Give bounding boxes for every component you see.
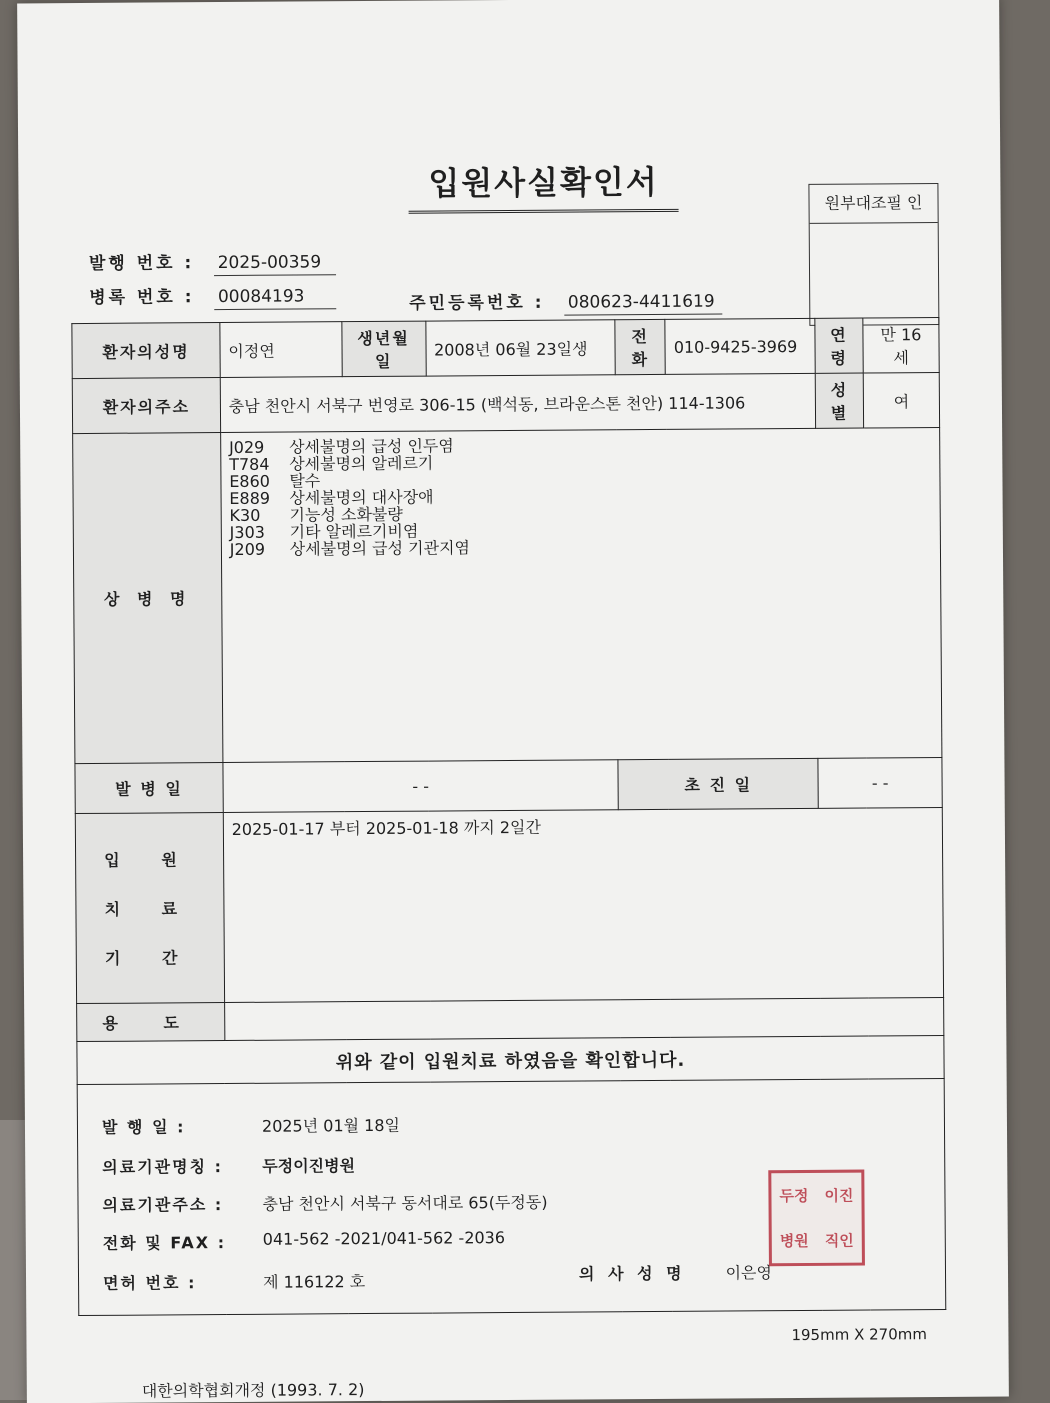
hospital-seal-stamp (768, 1170, 865, 1267)
admission-label-part: 치 료 (104, 899, 196, 919)
diagnosis-code: T784 (229, 454, 270, 474)
seal-char: 직인 (824, 1231, 854, 1250)
onset-value: - - (223, 760, 619, 813)
diagnosis-name: 상세불명의 대사장애 (289, 487, 434, 508)
revision-note: 대한의학협회개정 (1993. 7. 2) (141, 1380, 365, 1401)
diagnosis-list (229, 432, 932, 558)
admission-label-part: 입 원 (104, 850, 195, 870)
diagnosis-name: 기능성 소화불량 (289, 504, 403, 525)
record-number (89, 281, 336, 311)
first-visit-label: 초 진 일 (618, 758, 818, 809)
issue-number (89, 247, 336, 277)
diagnosis-code: J029 (228, 437, 265, 457)
record-number-label: 병록 번호 : (89, 287, 195, 308)
admission-period-label (75, 813, 224, 1004)
confirmation-statement: 위와 같이 입원치료 하였음을 확인합니다. (77, 1036, 944, 1085)
admission-period-value: 2025-01-17 부터 2025-01-18 까지 2일간 (223, 808, 943, 1003)
diagnosis-code: E889 (229, 488, 271, 508)
issue-number-label: 발행 번호 : (88, 253, 195, 274)
address-value: 충남 천안시 서북구 번영로 306-15 (백석동, 브라운스톤 천안) 114-1306 (220, 373, 816, 432)
patient-name: 이정연 (220, 322, 342, 378)
admission-label-part: 기 간 (104, 948, 196, 968)
issue-date-label: 발 행 일 : (101, 1117, 186, 1137)
document-title: 입원사실확인서 (408, 157, 679, 214)
license-label: 면허 번호 : (102, 1273, 197, 1293)
paper-size-note: 195mm X 270mm (791, 1325, 928, 1345)
diagnosis-name: 상세불명의 급성 기관지염 (289, 538, 471, 559)
age-label: 연령 (815, 318, 863, 373)
issue-number-value: 2025-00359 (214, 252, 336, 276)
admission-period-label-chars (84, 847, 216, 969)
purpose-label: 용 도 (77, 1003, 225, 1042)
issuer-section (77, 1078, 946, 1315)
dob-value: 2008년 06월 23일생 (425, 320, 615, 376)
issue-date-value: 2025년 01월 18일 (261, 1115, 401, 1136)
phone-label: 전화 (615, 319, 665, 374)
license-value: 제 116122 호 (262, 1272, 366, 1292)
sex-label: 성별 (815, 373, 863, 428)
org-name-label: 의료기관명칭 : (102, 1157, 224, 1177)
tel-fax-row (103, 1228, 505, 1254)
seal-char: 두정 (779, 1186, 809, 1206)
org-name-value: 두정이진병원 (262, 1156, 356, 1176)
diagnosis-item (230, 536, 932, 558)
diagnosis-name: 상세불명의 급성 인두염 (288, 436, 454, 457)
certificate-paper (17, 0, 1009, 1403)
org-address-value: 충남 천안시 서북구 동서대로 65(두정동) (262, 1192, 548, 1214)
age-value: 만 16 세 (863, 318, 939, 374)
diagnosis-code: E860 (229, 471, 271, 491)
dob-label: 생년월일 (341, 321, 425, 377)
issue-date-row (102, 1113, 400, 1138)
seal-char: 이진 (824, 1186, 854, 1205)
rrn-value: 080623-4411619 (564, 292, 723, 316)
rrn-label: 주민등록번호 : (409, 292, 545, 314)
org-address-label: 의료기관주소 : (102, 1195, 224, 1215)
doctor-name: 이은영 (725, 1263, 772, 1283)
approval-stamp-box (808, 183, 939, 326)
org-name-row (102, 1153, 355, 1178)
onset-label: 발 병 일 (75, 763, 223, 814)
diagnosis-code: J209 (229, 539, 266, 559)
tel-fax-label: 전화 및 FAX : (102, 1233, 227, 1253)
diagnosis-code: J303 (229, 522, 265, 542)
diagnosis-cell (220, 428, 941, 763)
diagnosis-code: K30 (229, 505, 261, 525)
address-label: 환자의주소 (72, 378, 220, 434)
license-row (103, 1269, 365, 1294)
doctor-row (579, 1260, 772, 1284)
diagnosis-name: 탈수 (289, 471, 321, 491)
resident-registration-number (409, 287, 723, 317)
diagnosis-name: 기타 알레르기비염 (289, 521, 419, 542)
approval-stamp-label: 원부대조필 인 (809, 184, 937, 224)
purpose-value (224, 998, 943, 1041)
first-visit-value: - - (818, 758, 942, 809)
tel-fax-value: 041-562 -2021/041-562 -2036 (262, 1228, 506, 1249)
diagnosis-label: 상 병 명 (73, 433, 223, 764)
phone-value: 010-9425-3969 (665, 318, 815, 374)
sex-value: 여 (863, 373, 939, 429)
org-address-row (102, 1190, 547, 1216)
diagnosis-name: 상세불명의 알레르기 (289, 453, 434, 474)
patient-name-label: 환자의성명 (72, 323, 220, 379)
doctor-label: 의 사 성 명 (578, 1263, 686, 1284)
certificate-table (71, 317, 946, 1316)
record-number-value: 00084193 (214, 286, 336, 310)
seal-char: 병원 (779, 1231, 809, 1251)
